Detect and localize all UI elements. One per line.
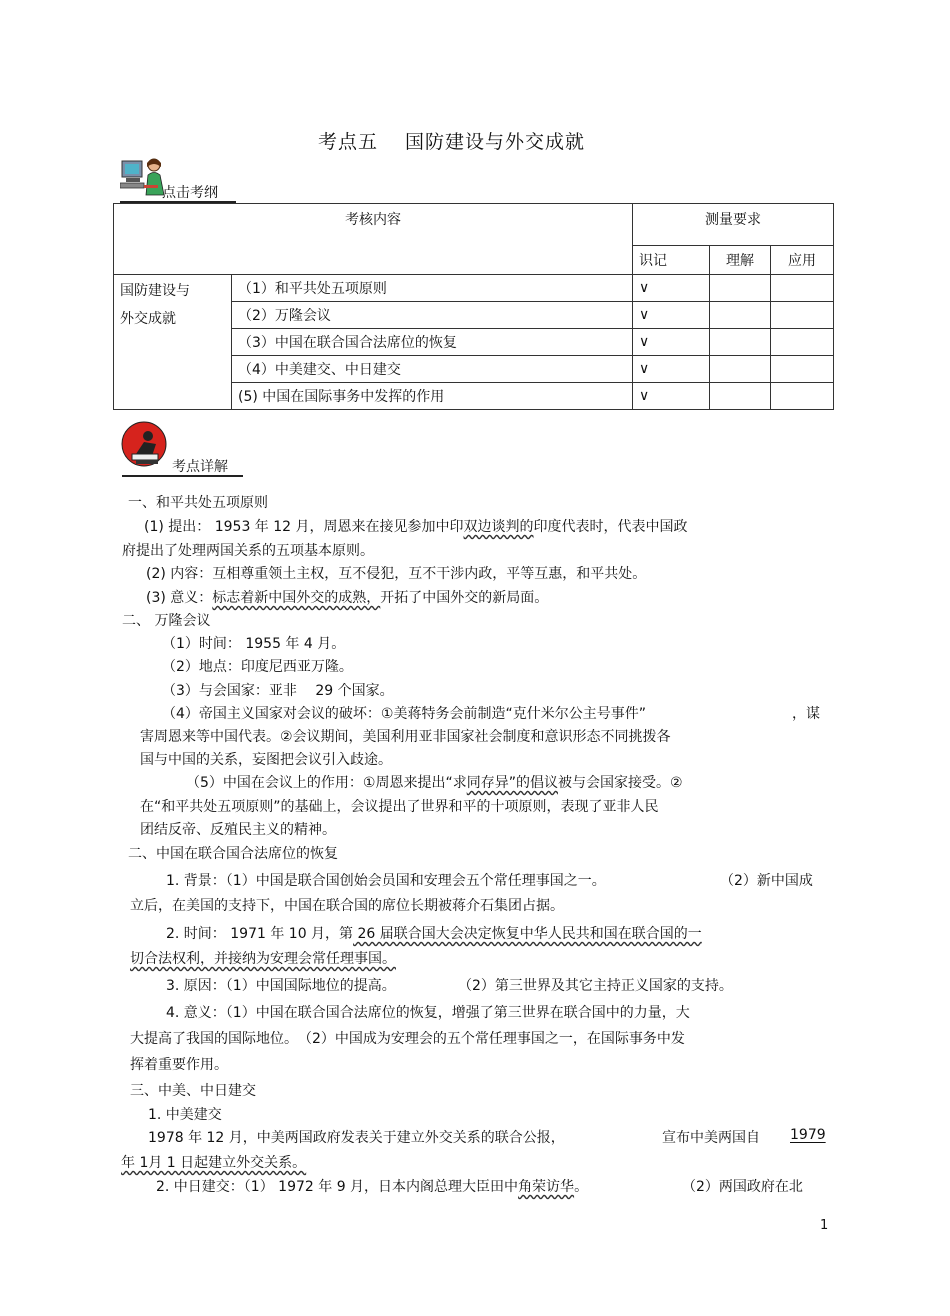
table-row-item: （3）中国在联合国合法席位的恢复 — [232, 329, 633, 356]
computer-user-icon — [120, 155, 168, 197]
paragraph-line — [144, 516, 688, 536]
section-label-syllabus: 点击考纲 — [162, 185, 218, 201]
section-underline — [122, 475, 243, 477]
paragraph-line: 在“和平共处五项原则”的基础上，会议提出了世界和平的十项原则，表现了亚非人民 — [140, 799, 659, 815]
paragraph-line: 团结反帝、反殖民主义的精神。 — [140, 822, 336, 838]
paragraph-line: 挥着重要作用。 — [130, 1057, 228, 1073]
paragraph-line: （1）时间： 1955 年 4 月。 — [162, 636, 346, 652]
table-row-item: （2）万隆会议 — [232, 302, 633, 329]
underlined-text: 标志着新中国外交的成熟， — [212, 590, 381, 606]
paragraph-line: （2）两国政府在北 — [682, 1179, 803, 1195]
check-mark: ∨ — [633, 356, 710, 383]
paragraph-line: （2）第三世界及其它主持正义国家的支持。 — [458, 978, 733, 994]
underlined-text: 切合法权利，并接纳为安理会常任理事国。 — [130, 951, 396, 967]
paragraph-line: 1. 中美建交 — [148, 1107, 222, 1123]
text-span: 开拓了中国外交的新局面。 — [380, 590, 549, 606]
paragraph-line: （4）帝国主义国家对会议的破坏：①美蒋特务会前制造“克什米尔公主号事件” — [162, 706, 646, 722]
paragraph-line: 害周恩来等中国代表。②会议期间，美国利用亚非国家社会制度和意识形态不同挑拨各 — [140, 729, 671, 745]
text-span: 。 — [574, 1179, 589, 1195]
category-line: 外交成就 — [120, 311, 176, 327]
heading-un-seat: 二、中国在联合国合法席位的恢复 — [128, 846, 338, 862]
paragraph-line — [186, 772, 683, 792]
paragraph-line: 国与中国的关系，妄图把会议引入歧途。 — [140, 752, 392, 768]
subheader-understand: 理解 — [710, 246, 771, 275]
subheader-memorize: 识记 — [633, 246, 710, 275]
page-title: 考点五 国防建设与外交成就 — [318, 131, 586, 153]
check-mark: ∨ — [633, 275, 710, 302]
paragraph-line: 府提出了处理两国关系的五项基本原则。 — [122, 543, 374, 559]
text-span: 2. 时间： 1971 年 10 月，第 — [166, 926, 354, 942]
heading-bandung: 二、 万隆会议 — [122, 613, 211, 629]
paragraph-line: 立后，在美国的支持下，中国在联合国的席位长期被蒋介石集团占据。 — [130, 898, 564, 914]
paragraph-line: 1. 背景：（1）中国是联合国创始会员国和安理会五个常任理事国之一。 — [166, 873, 606, 889]
section-label-details: 考点详解 — [172, 459, 228, 475]
paragraph-line: 宣布中美两国自 — [662, 1130, 760, 1146]
text-span: （5）中国在会议上的作用：①周恩来提出“求 — [186, 775, 467, 791]
subheader-apply: 应用 — [771, 246, 834, 275]
paragraph-line: （2）新中国成 — [720, 873, 813, 889]
paragraph-line — [121, 1152, 306, 1172]
paragraph-line — [130, 948, 396, 968]
paragraph-line — [790, 1127, 826, 1143]
table-row-item: (5) 中国在国际事务中发挥的作用 — [232, 383, 633, 410]
underlined-text: 角荣访华 — [518, 1179, 575, 1195]
underlined-text: 年 1月 1 日起建立外交关系。 — [121, 1155, 307, 1171]
text-span: (1) 提出： 1953 年 12 月，周恩来在接见参加中印 — [144, 519, 464, 535]
underlined-text: 1979 — [790, 1127, 826, 1143]
text-span: 被与会国家接受。② — [557, 775, 683, 791]
paragraph-line: (2) 内容：互相尊重领土主权，互不侵犯，互不干涉内政，平等互惠，和平共处。 — [146, 566, 647, 582]
paragraph-line: （2）地点：印度尼西亚万隆。 — [162, 659, 353, 675]
paragraph-line: 3. 原因：（1）中国国际地位的提高。 — [166, 978, 396, 994]
check-mark: ∨ — [633, 302, 710, 329]
paragraph-line — [146, 587, 548, 607]
paragraph-line: ，谋 — [792, 706, 820, 722]
underlined-text: 双边谈判的 — [463, 519, 534, 535]
text-span: 2. 中日建交：（1） 1972 年 9 月，日本内阁总理大臣田中 — [156, 1179, 519, 1195]
category-cell — [114, 275, 232, 410]
paragraph-line — [166, 923, 702, 943]
reading-person-icon — [118, 420, 174, 472]
underlined-text: 同存异”的倡议 — [466, 775, 558, 791]
text-span: 印度代表时，代表中国政 — [533, 519, 688, 535]
header-requirement: 测量要求 — [633, 204, 834, 246]
underlined-text: 26 届联合国大会决定恢复中华人民共和国在联合国的一 — [353, 926, 702, 942]
syllabus-table — [113, 203, 834, 410]
table-row-item: （1）和平共处五项原则 — [232, 275, 633, 302]
check-mark: ∨ — [633, 383, 710, 410]
paragraph-line: 4. 意义：（1）中国在联合国合法席位的恢复，增强了第三世界在联合国中的力量，大 — [166, 1005, 690, 1021]
check-mark: ∨ — [633, 329, 710, 356]
paragraph-line — [156, 1176, 588, 1196]
category-line: 国防建设与 — [120, 283, 190, 299]
text-span: (3) 意义： — [146, 590, 213, 606]
table-row-item: （4）中美建交、中日建交 — [232, 356, 633, 383]
heading-diplomatic-relations: 三、中美、中日建交 — [130, 1083, 256, 1099]
paragraph-line: 大提高了我国的国际地位。 （2）中国成为安理会的五个常任理事国之一，在国际事务中发 — [130, 1031, 685, 1047]
paragraph-line: 1978 年 12 月，中美两国政府发表关于建立外交关系的联合公报， — [148, 1130, 565, 1146]
page-number: 1 — [820, 1218, 829, 1233]
paragraph-line: （3）与会国家：亚非 29 个国家。 — [162, 683, 394, 699]
heading-peaceful-coexistence: 一、和平共处五项原则 — [128, 495, 268, 511]
header-content: 考核内容 — [114, 204, 633, 275]
